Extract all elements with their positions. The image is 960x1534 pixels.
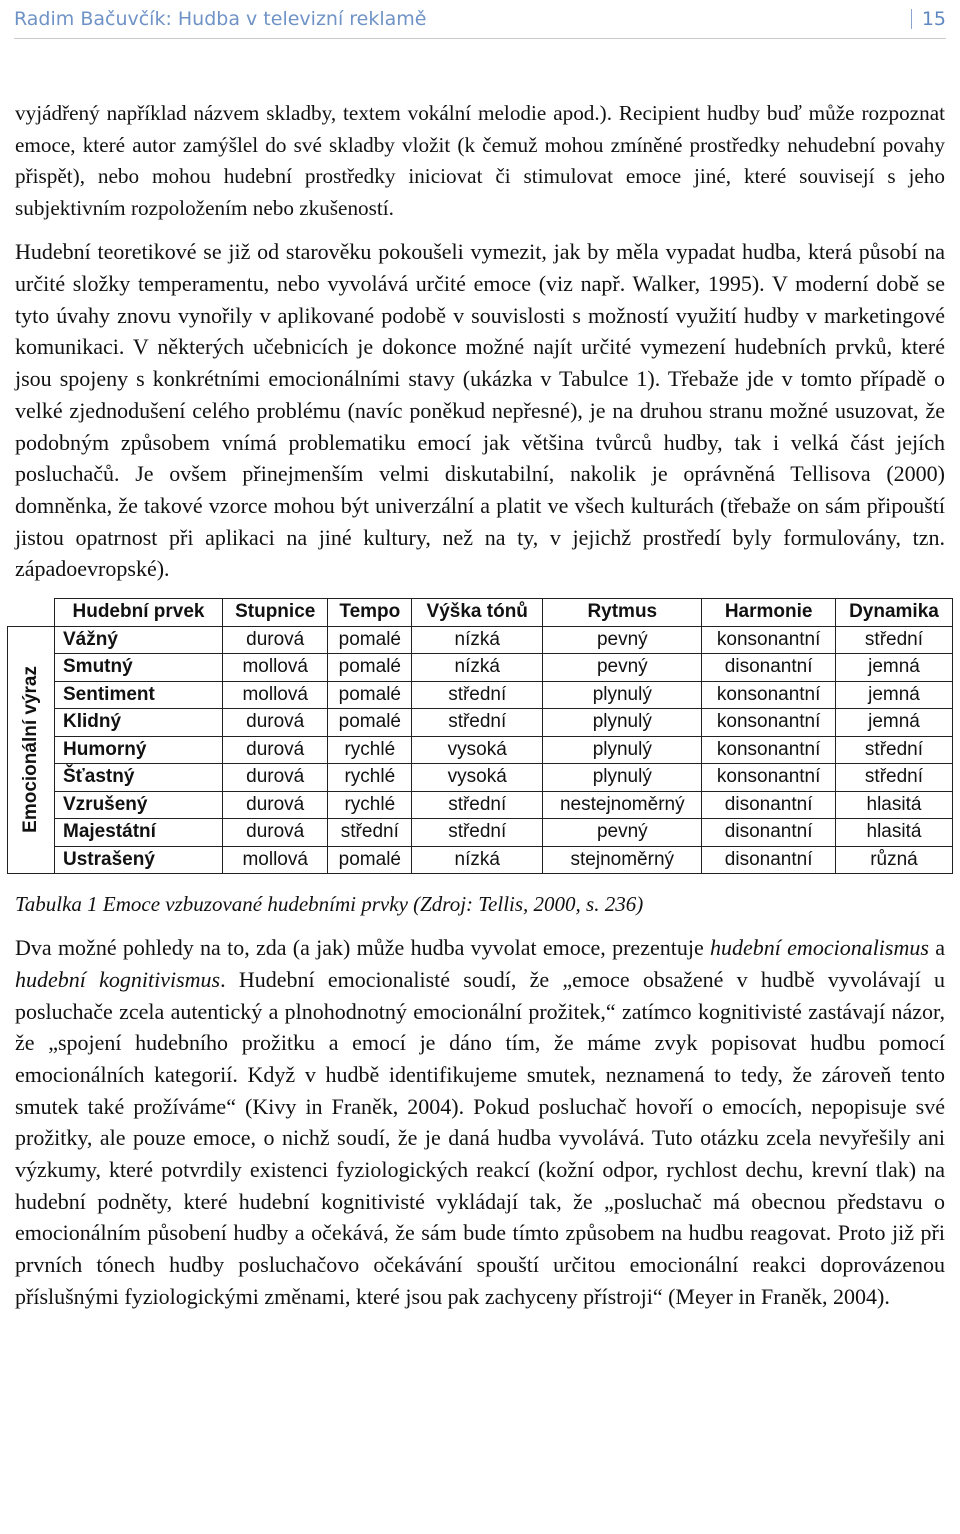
term-kognitivismus: hudební kognitivismus xyxy=(15,966,221,992)
table-cell: střední xyxy=(835,626,952,654)
table-cell: plynulý xyxy=(543,681,702,709)
table-cell: disonantní xyxy=(702,654,836,682)
paragraph-2: Hudební teoretikové se již od starověku pokoušeli vymezit, jak by měla vypadat hudba, která působí na určité složky temperamentu, nebo vyvolává určité emoce (viz např. Walker, 1995). V moderní době se tyto úvahy znovu vynořily v aplikované podobě v souvislosti s možností využití hudby v marketingové komunikaci. V některých učebnicích je dokonce možné najít určité vymezení hudebních prvků, které jsou spojeny s konkrétními emocionálními stavy (ukázka v Tabulce 1). Třebaže jde v tomto případě o velké zjednodušení celého problému (navíc poněkud nepřesné), je na druhou stranu možné usuzovat, že podobným způsobem vnímá problematiku emocí jak většina tvůrců hudby, tak i velká část jejích posluchačů. Je ovšem přinejmenším velmi diskutabilní, nakolik je oprávněná Tellisova (2000) domněnka, že takové vzorce mohou být univerzální a platit ve všech kulturách (třebaže on sám připouští jistou opatrnost při aplikaci na jiné kultury, než na ty, v jejichž prostředí byly formulovány, tzn. západoevropské). xyxy=(15,239,945,582)
table-cell: vysoká xyxy=(412,764,543,792)
table-corner xyxy=(8,599,55,627)
table-row xyxy=(8,846,953,874)
table-cell: plynulý xyxy=(543,736,702,764)
table-cell: mollová xyxy=(223,846,328,874)
table-cell: jemná xyxy=(835,654,952,682)
row-group-label-cell xyxy=(8,626,55,874)
table-cell: Vzrušený xyxy=(55,791,223,819)
table-cell: disonantní xyxy=(702,791,836,819)
term-emocionalismus: hudební emocionalismus xyxy=(710,935,929,961)
table-cell: konsonantní xyxy=(702,736,836,764)
table-cell: konsonantní xyxy=(702,709,836,737)
table-cell: nízká xyxy=(412,846,543,874)
table-header-row xyxy=(8,599,953,627)
table-caption: Tabulka 1 Emoce vzbuzované hudebními prvky (Zdroj: Tellis, 2000, s. 236) xyxy=(15,892,644,917)
row-group-label: Emocionální výraz xyxy=(20,666,41,834)
table-cell: hlasitá xyxy=(835,819,952,847)
paragraph-1: vyjádřený například názvem skladby, textem vokální melodie apod.). Recipient hudby buď může rozpoznat emoce, které autor zamýšlel do své skladby vložit (k čemuž mohou zmíněné prostředky nehudební povahy přispět), nebo mohou hudební prostředky iniciovat či stimulovat emoce jiné, které souvisejí s jeho subjektivním rozpoložením nebo zkušeností. xyxy=(15,101,945,220)
table-cell: pomalé xyxy=(328,681,412,709)
table-cell: mollová xyxy=(223,681,328,709)
table-cell: durová xyxy=(223,736,328,764)
table-cell: střední xyxy=(328,819,412,847)
column-header: Tempo xyxy=(328,599,412,627)
table-cell: konsonantní xyxy=(702,681,836,709)
column-header: Hudební prvek xyxy=(55,599,223,627)
page-header xyxy=(14,0,946,39)
column-header: Rytmus xyxy=(543,599,702,627)
paragraph-3 xyxy=(15,932,945,1312)
table-cell: pomalé xyxy=(328,846,412,874)
table-row xyxy=(8,764,953,792)
table-cell: rychlé xyxy=(328,736,412,764)
paragraph-3-text: . Hudební emocionalisté soudí, že „emoce obsažené v hudbě vyvolávají u posluchače zcela autentický a plnohodnotný emocionální prožitek,“ zatímco kognitivisté zastávají názor, že „spojení hudebního prožitku a emocí je dáno tím, že máme zvyk popisovat hudbu pomocí emocionálních kategorií. Když v hudbě identifikujeme smutek, neznamená to tedy, že zároveň tento smutek také prožíváme“ (Kivy in Franěk, 2004). Pokud posluchač hovoří o emocích, nepopisuje své prožitky, ale pouze emoce, o nichž soudí, že je daná hudba vyvolává. Tuto otázku zcela nevyřešily ani výzkumy, které potvrdily existenci fyziologických reakcí (kožní odpor, rychlost dechu, krevní tlak) na hudební podněty, které hudební kognitivisté vykládají tak, že „posluchač má obecnou představu o emocionálním působení hudby a očekává, že sám bude tímto způsobem na hudbu reagovat. Proto již při prvních tónech hudby posluchačovo očekávání spouští určitou emocionální reakci doprovázenou příslušnými fyziologickými změnami, které jsou pak zachyceny přístroji“ (Meyer in Franěk, 2004). xyxy=(15,966,945,1309)
table-cell: durová xyxy=(223,626,328,654)
table-cell: Šťastný xyxy=(55,764,223,792)
table-cell: střední xyxy=(835,764,952,792)
column-header: Výška tónů xyxy=(412,599,543,627)
table-row xyxy=(8,681,953,709)
page-number-group xyxy=(911,8,946,30)
table-cell: durová xyxy=(223,764,328,792)
header-separator xyxy=(911,9,912,29)
table-cell: jemná xyxy=(835,709,952,737)
table-cell: Klidný xyxy=(55,709,223,737)
table-row xyxy=(8,736,953,764)
table-row xyxy=(8,654,953,682)
table-cell: nízká xyxy=(412,626,543,654)
column-header: Stupnice xyxy=(223,599,328,627)
column-header: Dynamika xyxy=(835,599,952,627)
table-cell: nestejnoměrný xyxy=(543,791,702,819)
table-cell: vysoká xyxy=(412,736,543,764)
table-row xyxy=(8,626,953,654)
table-cell: Majestátní xyxy=(55,819,223,847)
table-cell: pevný xyxy=(543,626,702,654)
table-cell: mollová xyxy=(223,654,328,682)
table-cell: nízká xyxy=(412,654,543,682)
table-cell: pomalé xyxy=(328,654,412,682)
table-cell: střední xyxy=(412,791,543,819)
table-cell: Vážný xyxy=(55,626,223,654)
table-cell: disonantní xyxy=(702,819,836,847)
table-cell: Sentiment xyxy=(55,681,223,709)
table-cell: pomalé xyxy=(328,626,412,654)
table-cell: rychlé xyxy=(328,791,412,819)
table-cell: konsonantní xyxy=(702,626,836,654)
table-cell: jemná xyxy=(835,681,952,709)
table-cell: střední xyxy=(412,709,543,737)
table-cell: pevný xyxy=(543,654,702,682)
table-cell: pevný xyxy=(543,819,702,847)
table-cell: durová xyxy=(223,791,328,819)
table-cell: různá xyxy=(835,846,952,874)
header-title: Radim Bačuvčík: Hudba v televizní reklamě xyxy=(14,8,427,30)
paragraph-3-text: Dva možné pohledy na to, zda (a jak) může hudba vyvolat emoce, prezentuje xyxy=(15,935,710,961)
table-cell: durová xyxy=(223,819,328,847)
emotion-table xyxy=(7,598,953,874)
paragraph-3-text: a xyxy=(928,935,945,961)
table-cell: durová xyxy=(223,709,328,737)
table-cell: střední xyxy=(412,819,543,847)
column-header: Harmonie xyxy=(702,599,836,627)
table-cell: pomalé xyxy=(328,709,412,737)
table-cell: Smutný xyxy=(55,654,223,682)
table-cell: stejnoměrný xyxy=(543,846,702,874)
table-cell: hlasitá xyxy=(835,791,952,819)
table-cell: disonantní xyxy=(702,846,836,874)
table-cell: plynulý xyxy=(543,764,702,792)
page-number: 15 xyxy=(921,8,946,30)
table-body xyxy=(8,626,953,874)
table-row xyxy=(8,791,953,819)
page-content xyxy=(15,98,945,1313)
table-cell: konsonantní xyxy=(702,764,836,792)
table-row xyxy=(8,709,953,737)
table-cell: Humorný xyxy=(55,736,223,764)
table-cell: rychlé xyxy=(328,764,412,792)
table-cell: střední xyxy=(835,736,952,764)
table-row xyxy=(8,819,953,847)
table-cell: střední xyxy=(412,681,543,709)
table-cell: plynulý xyxy=(543,709,702,737)
table-cell: Ustrašený xyxy=(55,846,223,874)
